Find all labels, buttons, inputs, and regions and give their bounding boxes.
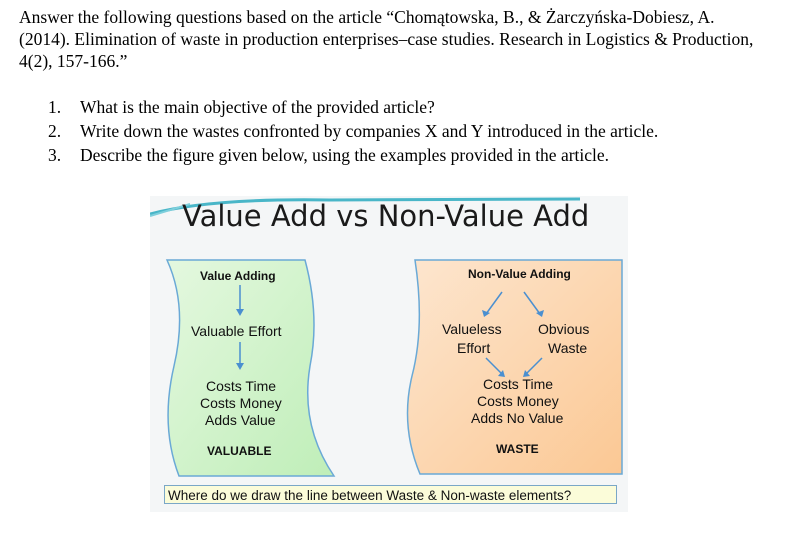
non-value-adding-heading: Non-Value Adding: [468, 267, 571, 281]
question-number: 3.: [48, 145, 62, 165]
question-list: [48, 95, 658, 167]
cost-line: Costs Money: [477, 393, 559, 409]
cost-line: Costs Time: [206, 378, 277, 394]
question-item: [48, 143, 658, 167]
split-arrows-icon: [480, 290, 550, 318]
cost-line: Costs Money: [200, 395, 282, 411]
valuable-result-label: VALUABLE: [207, 444, 272, 458]
question-text: Write down the wastes confronted by companies X and Y introduced in the article.: [80, 121, 659, 141]
down-arrow-icon: [235, 285, 245, 317]
waste-result-label: WASTE: [496, 442, 539, 456]
cost-line: Adds Value: [205, 412, 276, 428]
obvious-waste-label: Obvious: [538, 321, 590, 337]
valueless-effort-label: Valueless: [442, 321, 502, 337]
obvious-waste-label: Waste: [548, 340, 588, 356]
down-arrow-icon: [235, 342, 245, 372]
value-add-figure: [150, 196, 628, 512]
question-text: What is the main objective of the provided article?: [80, 97, 435, 117]
cost-line: Costs Time: [483, 376, 554, 392]
valuable-effort-label: Valuable Effort: [191, 323, 282, 339]
assignment-intro: Answer the following questions based on the article “Chomątowska, B., & Żarczyńska-Dobiesz, A. (2014). Elimination of waste in production enterprises–case studies. Research in Logistics & Production, 4(2), 157-166.”: [19, 7, 754, 71]
question-item: [48, 119, 658, 143]
question-text: Describe the figure given below, using the examples provided in the article.: [80, 145, 610, 165]
figure-question-box: Where do we draw the line between Waste & Non-waste elements?: [164, 485, 617, 504]
question-item: [48, 95, 658, 119]
question-number: 2.: [48, 121, 62, 141]
cost-line: Adds No Value: [471, 410, 564, 426]
question-number: 1.: [48, 97, 62, 117]
figure-title: Value Add vs Non-Value Add: [182, 199, 590, 233]
valueless-effort-label: Effort: [457, 340, 491, 356]
value-adding-heading: Value Adding: [200, 269, 276, 283]
